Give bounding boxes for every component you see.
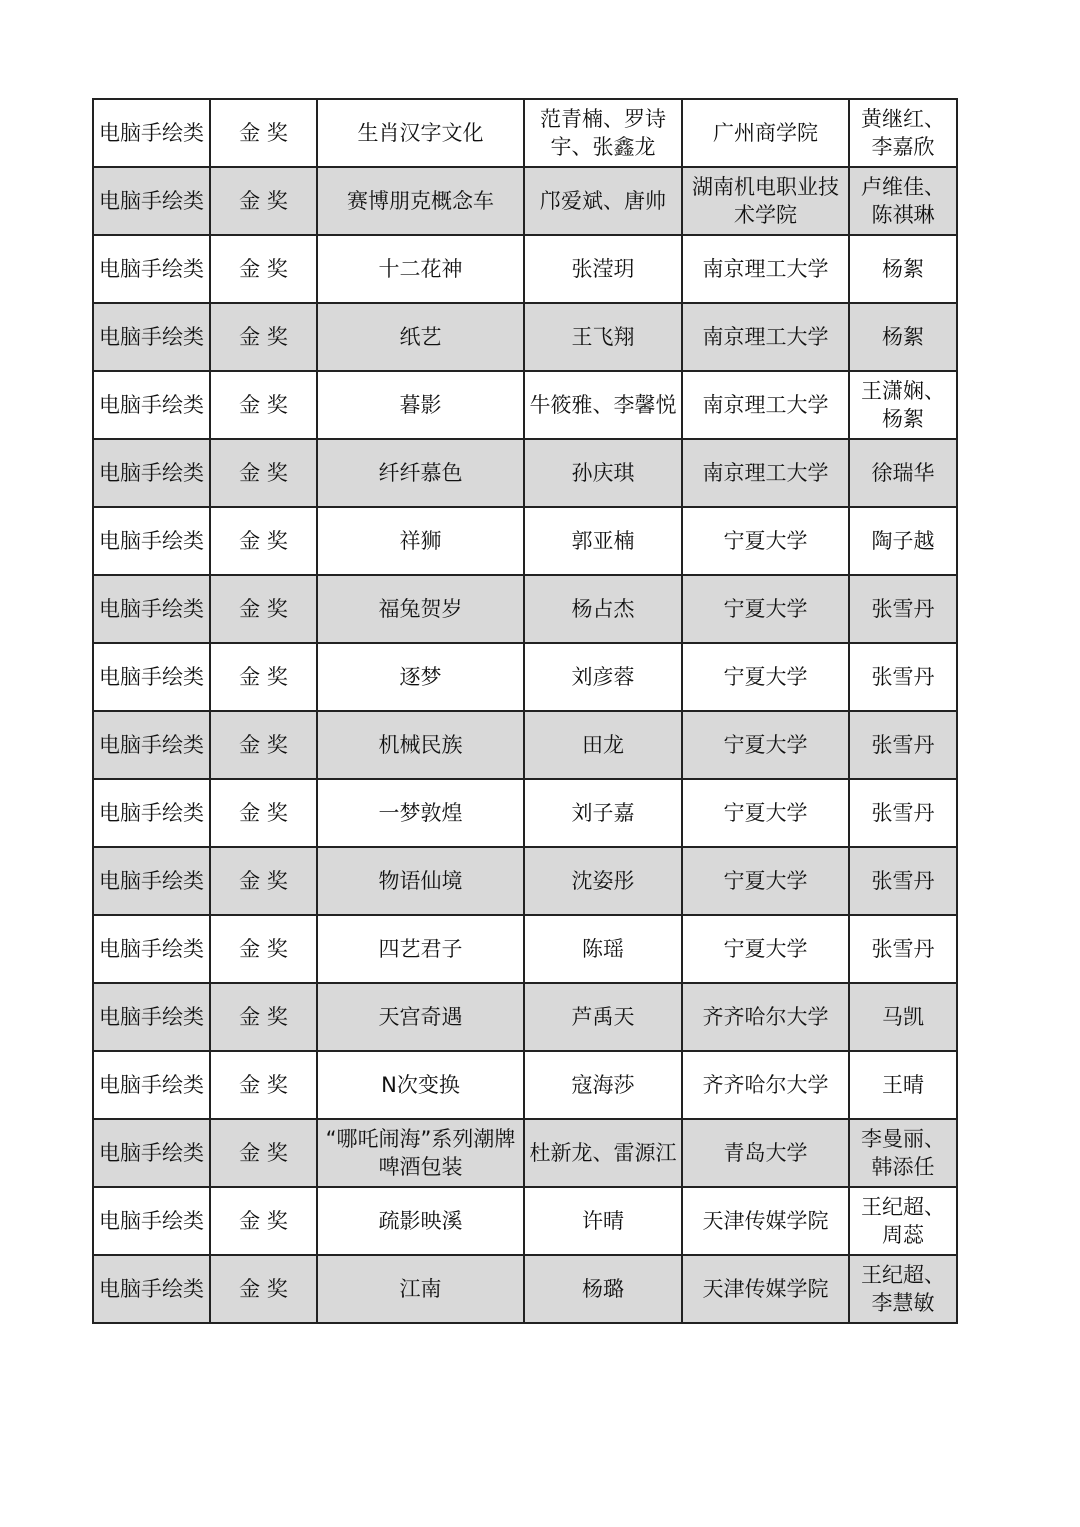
advisor-cell: 张雪丹 (849, 711, 957, 779)
award-cell: 金 奖 (210, 847, 317, 915)
authors-cell: 孙庆琪 (524, 439, 682, 507)
school-cell: 广州商学院 (682, 99, 849, 167)
school-cell: 南京理工大学 (682, 235, 849, 303)
advisor-cell: 张雪丹 (849, 575, 957, 643)
school-cell: 青岛大学 (682, 1119, 849, 1187)
table-row (93, 779, 957, 847)
advisor-cell: 张雪丹 (849, 643, 957, 711)
category-cell: 电脑手绘类 (93, 847, 210, 915)
table-row (93, 507, 957, 575)
school-cell: 南京理工大学 (682, 371, 849, 439)
award-cell: 金 奖 (210, 99, 317, 167)
title-cell: 四艺君子 (317, 915, 524, 983)
award-cell: 金 奖 (210, 1119, 317, 1187)
advisor-cell: 李曼丽、韩添任 (849, 1119, 957, 1187)
school-cell: 宁夏大学 (682, 779, 849, 847)
school-cell: 南京理工大学 (682, 303, 849, 371)
title-cell: 物语仙境 (317, 847, 524, 915)
award-table (92, 98, 958, 1324)
award-table-body (93, 99, 957, 1323)
category-cell: 电脑手绘类 (93, 915, 210, 983)
title-cell: 生肖汉字文化 (317, 99, 524, 167)
category-cell: 电脑手绘类 (93, 1051, 210, 1119)
title-cell: 赛博朋克概念车 (317, 167, 524, 235)
authors-cell: 陈瑶 (524, 915, 682, 983)
category-cell: 电脑手绘类 (93, 1255, 210, 1323)
category-cell: 电脑手绘类 (93, 99, 210, 167)
table-row (93, 303, 957, 371)
authors-cell: 芦禹天 (524, 983, 682, 1051)
table-row (93, 235, 957, 303)
advisor-cell: 王晴 (849, 1051, 957, 1119)
authors-cell: 邝爱斌、唐帅 (524, 167, 682, 235)
authors-cell: 杨璐 (524, 1255, 682, 1323)
award-cell: 金 奖 (210, 711, 317, 779)
authors-cell: 范青楠、罗诗宇、张鑫龙 (524, 99, 682, 167)
table-row (93, 643, 957, 711)
category-cell: 电脑手绘类 (93, 575, 210, 643)
table-row (93, 915, 957, 983)
award-list-page (92, 98, 958, 1324)
title-cell: 纤纤慕色 (317, 439, 524, 507)
award-cell: 金 奖 (210, 1187, 317, 1255)
table-row (93, 99, 957, 167)
award-cell: 金 奖 (210, 983, 317, 1051)
table-row (93, 1187, 957, 1255)
authors-cell: 刘彦蓉 (524, 643, 682, 711)
title-cell: 疏影映溪 (317, 1187, 524, 1255)
award-cell: 金 奖 (210, 575, 317, 643)
award-cell: 金 奖 (210, 235, 317, 303)
award-cell: 金 奖 (210, 779, 317, 847)
table-row (93, 575, 957, 643)
award-cell: 金 奖 (210, 371, 317, 439)
title-cell: 逐梦 (317, 643, 524, 711)
category-cell: 电脑手绘类 (93, 983, 210, 1051)
school-cell: 齐齐哈尔大学 (682, 1051, 849, 1119)
advisor-cell: 王纪超、李慧敏 (849, 1255, 957, 1323)
award-cell: 金 奖 (210, 915, 317, 983)
advisor-cell: 陶子越 (849, 507, 957, 575)
school-cell: 宁夏大学 (682, 847, 849, 915)
authors-cell: 寇海莎 (524, 1051, 682, 1119)
category-cell: 电脑手绘类 (93, 167, 210, 235)
category-cell: 电脑手绘类 (93, 1187, 210, 1255)
advisor-cell: 王潇娴、杨絮 (849, 371, 957, 439)
category-cell: 电脑手绘类 (93, 711, 210, 779)
table-row (93, 983, 957, 1051)
award-cell: 金 奖 (210, 507, 317, 575)
table-row (93, 1051, 957, 1119)
title-cell: 祥狮 (317, 507, 524, 575)
table-row (93, 847, 957, 915)
school-cell: 宁夏大学 (682, 575, 849, 643)
award-cell: 金 奖 (210, 167, 317, 235)
category-cell: 电脑手绘类 (93, 303, 210, 371)
school-cell: 南京理工大学 (682, 439, 849, 507)
advisor-cell: 张雪丹 (849, 847, 957, 915)
title-cell: 江南 (317, 1255, 524, 1323)
school-cell: 湖南机电职业技术学院 (682, 167, 849, 235)
title-cell: 十二花神 (317, 235, 524, 303)
advisor-cell: 马凯 (849, 983, 957, 1051)
school-cell: 天津传媒学院 (682, 1187, 849, 1255)
advisor-cell: 张雪丹 (849, 915, 957, 983)
award-cell: 金 奖 (210, 303, 317, 371)
advisor-cell: 杨絮 (849, 303, 957, 371)
authors-cell: 许晴 (524, 1187, 682, 1255)
school-cell: 宁夏大学 (682, 915, 849, 983)
category-cell: 电脑手绘类 (93, 235, 210, 303)
authors-cell: 刘子嘉 (524, 779, 682, 847)
authors-cell: 张滢玥 (524, 235, 682, 303)
authors-cell: 杨占杰 (524, 575, 682, 643)
award-cell: 金 奖 (210, 439, 317, 507)
table-row (93, 711, 957, 779)
authors-cell: 田龙 (524, 711, 682, 779)
title-cell: 纸艺 (317, 303, 524, 371)
authors-cell: 郭亚楠 (524, 507, 682, 575)
school-cell: 宁夏大学 (682, 711, 849, 779)
category-cell: 电脑手绘类 (93, 439, 210, 507)
school-cell: 宁夏大学 (682, 507, 849, 575)
title-cell: 福兔贺岁 (317, 575, 524, 643)
school-cell: 天津传媒学院 (682, 1255, 849, 1323)
table-row (93, 1255, 957, 1323)
category-cell: 电脑手绘类 (93, 1119, 210, 1187)
school-cell: 齐齐哈尔大学 (682, 983, 849, 1051)
category-cell: 电脑手绘类 (93, 507, 210, 575)
category-cell: 电脑手绘类 (93, 779, 210, 847)
title-cell: “哪吒闹海”系列潮牌啤酒包装 (317, 1119, 524, 1187)
advisor-cell: 卢维佳、陈祺琳 (849, 167, 957, 235)
authors-cell: 沈姿彤 (524, 847, 682, 915)
advisor-cell: 徐瑞华 (849, 439, 957, 507)
table-row (93, 167, 957, 235)
advisor-cell: 黄继红、李嘉欣 (849, 99, 957, 167)
table-row (93, 371, 957, 439)
award-cell: 金 奖 (210, 1051, 317, 1119)
authors-cell: 王飞翔 (524, 303, 682, 371)
advisor-cell: 张雪丹 (849, 779, 957, 847)
title-cell: 机械民族 (317, 711, 524, 779)
title-cell: 一梦敦煌 (317, 779, 524, 847)
category-cell: 电脑手绘类 (93, 371, 210, 439)
advisor-cell: 王纪超、周蕊 (849, 1187, 957, 1255)
authors-cell: 杜新龙、雷源江 (524, 1119, 682, 1187)
table-row (93, 1119, 957, 1187)
category-cell: 电脑手绘类 (93, 643, 210, 711)
title-cell: 暮影 (317, 371, 524, 439)
award-cell: 金 奖 (210, 643, 317, 711)
title-cell: 天宫奇遇 (317, 983, 524, 1051)
table-row (93, 439, 957, 507)
authors-cell: 牛筱雅、李馨悦 (524, 371, 682, 439)
advisor-cell: 杨絮 (849, 235, 957, 303)
school-cell: 宁夏大学 (682, 643, 849, 711)
title-cell: N次变换 (317, 1051, 524, 1119)
award-cell: 金 奖 (210, 1255, 317, 1323)
